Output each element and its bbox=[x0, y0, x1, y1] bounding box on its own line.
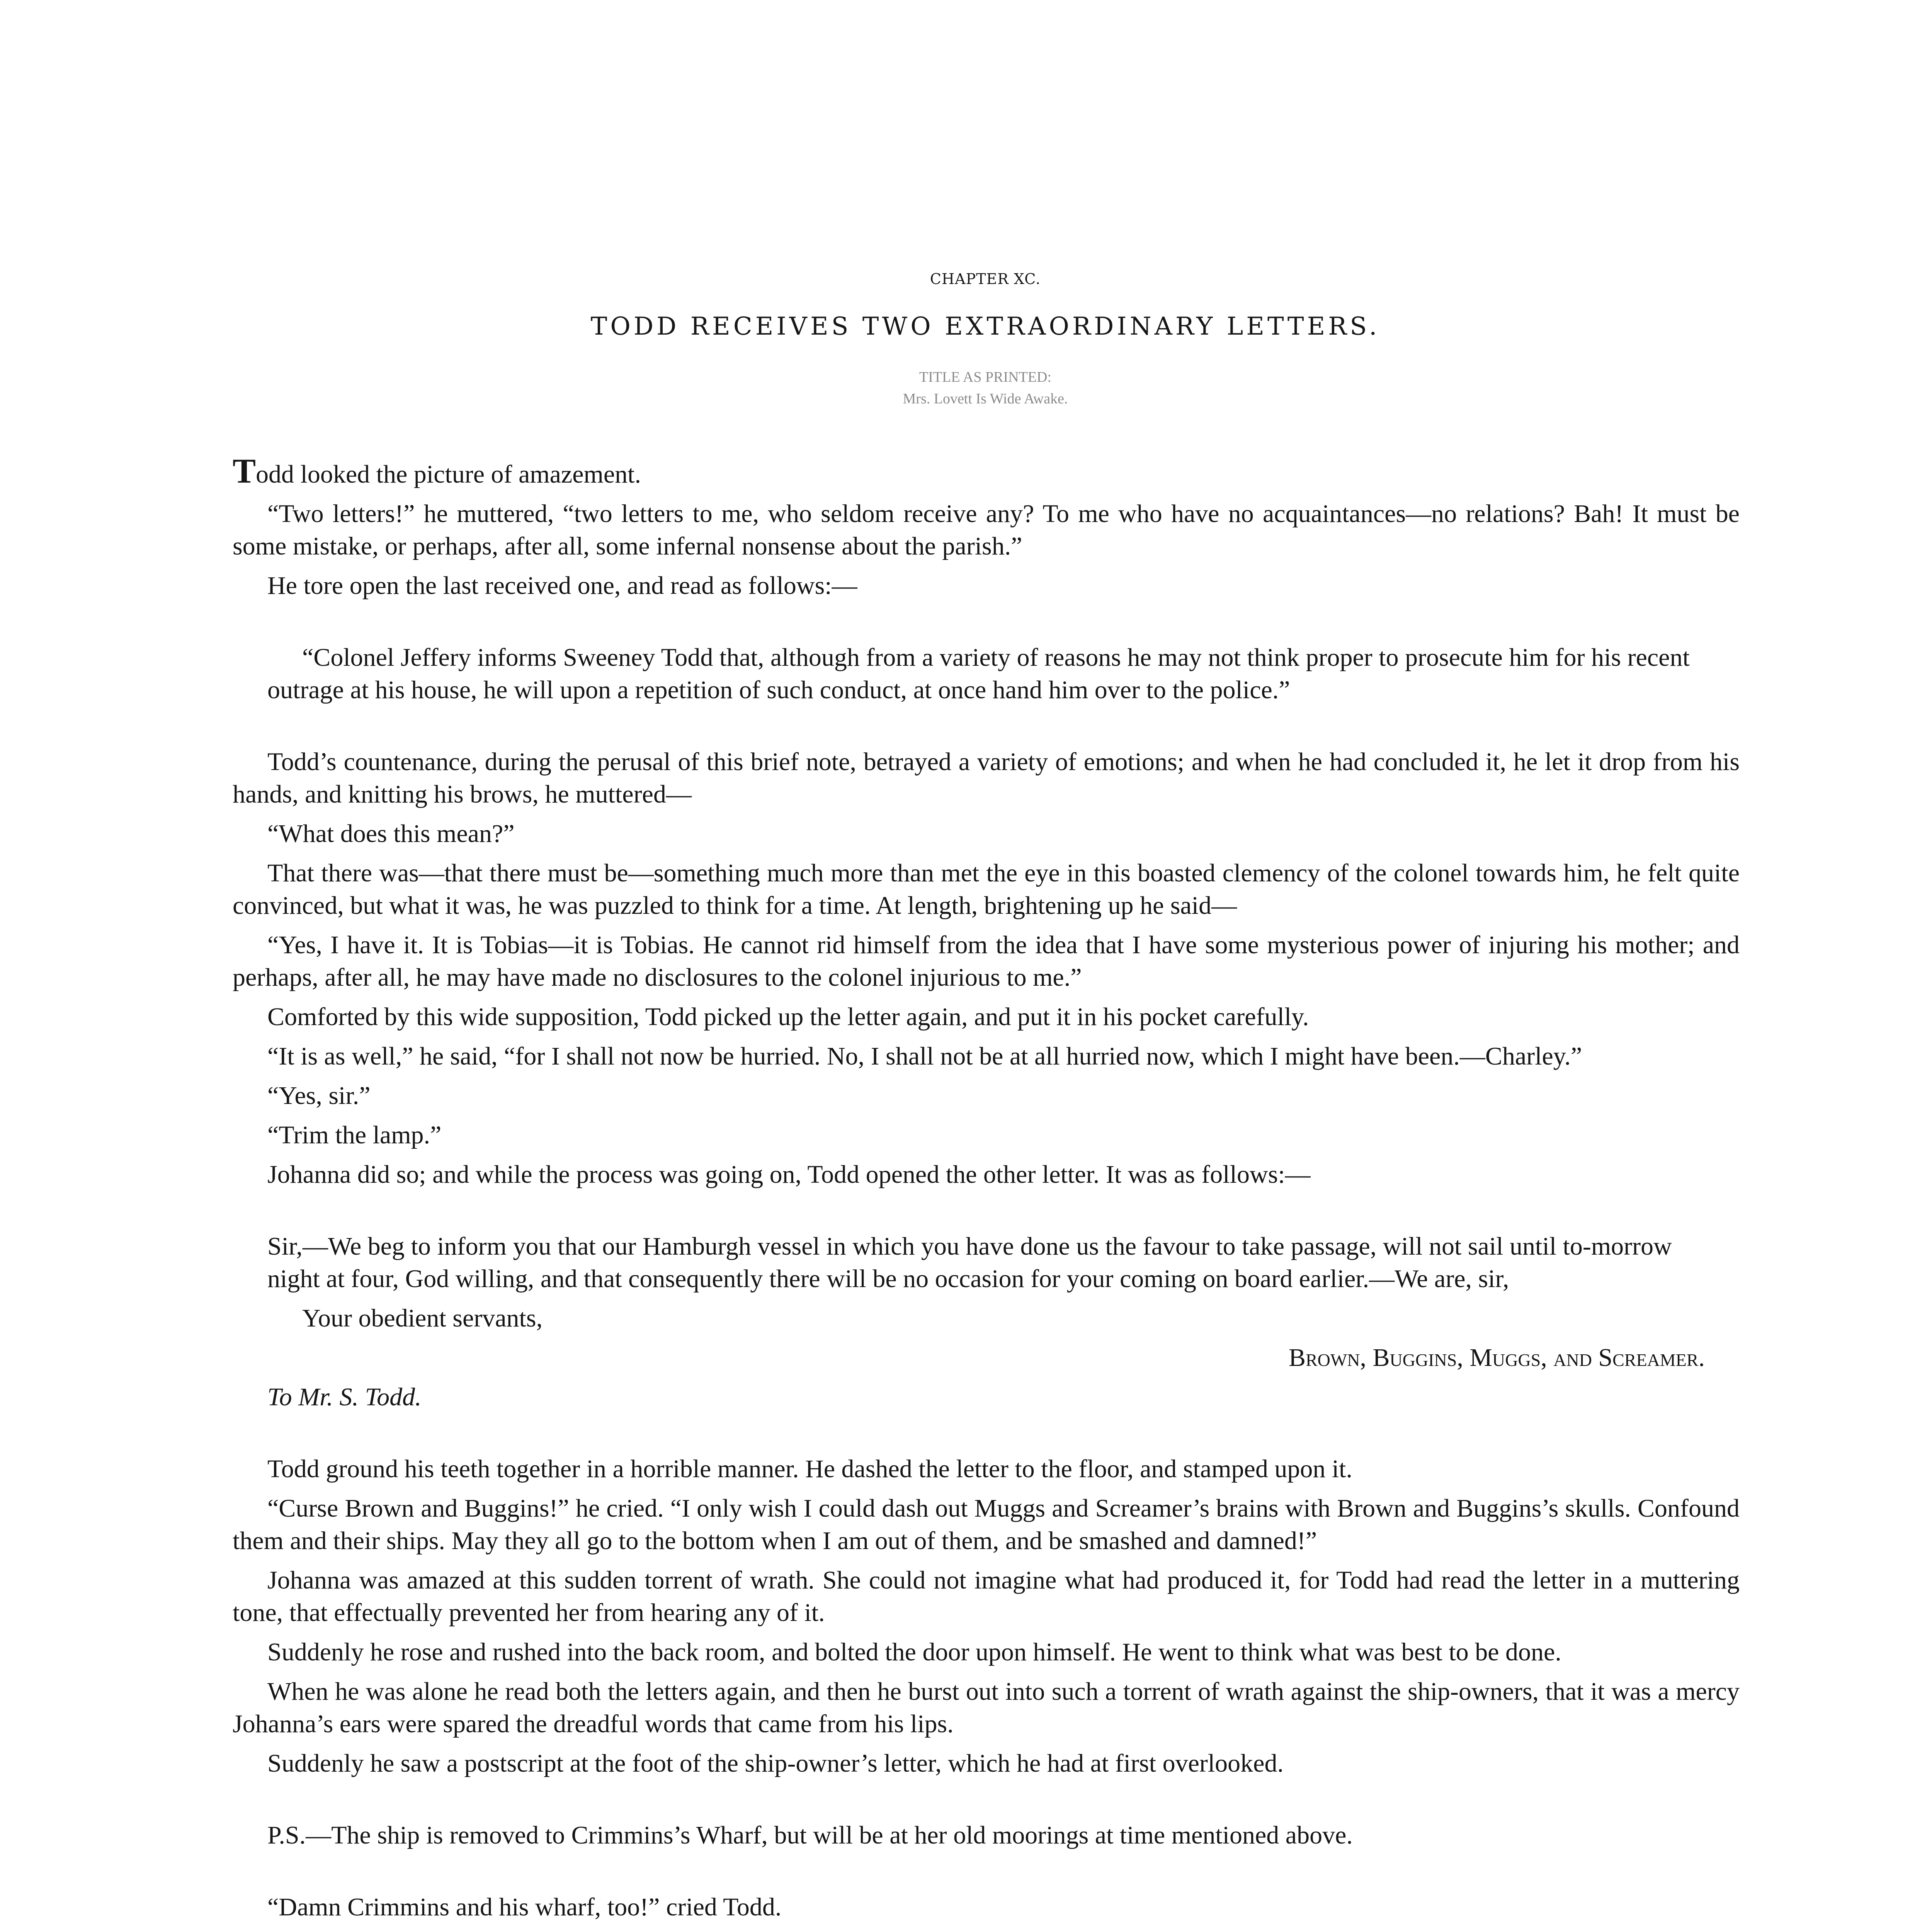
paragraph: That there was—that there must be—something much more than met the eye in this boasted clemency of the colonel towards him, he felt quite convinced, but what it was, he was puzzled to think for a time. At length, brightening up he said— bbox=[233, 859, 1740, 920]
paragraph: Johanna did so; and while the process was going on, Todd opened the other letter. It was as follows:— bbox=[267, 1160, 1311, 1189]
paragraph: “Yes, I have it. It is Tobias—it is Tobias. He cannot rid himself from the idea that I have some mysterious power of injuring his mother; and perhaps, after all, he may have made no disclosures to the colonel injurious to me.” bbox=[233, 931, 1740, 992]
alternate-title: Mrs. Lovett Is Wide Awake. bbox=[903, 391, 1068, 407]
paragraph: “Trim the lamp.” bbox=[267, 1121, 442, 1149]
spacer bbox=[233, 609, 1740, 641]
paragraph bbox=[233, 1930, 1740, 1932]
postscript-block bbox=[267, 1819, 1705, 1852]
alternate-title-note bbox=[0, 366, 1932, 410]
paragraph: He tore open the last received one, and read as follows:— bbox=[267, 571, 857, 600]
paragraph: Suddenly he saw a postscript at the foot of the ship-owner’s letter, which he had at first overlooked. bbox=[267, 1749, 1284, 1777]
spacer bbox=[233, 1420, 1740, 1453]
paragraph: “Two letters!” he muttered, “two letters to me, who seldom receive any? To me who have no acquaintances—no relations? Bah! It must be some mistake, or perhaps, after all, some infernal nonsense about the parish.” bbox=[233, 500, 1740, 560]
chapter-number: CHAPTER XC. bbox=[930, 270, 1041, 287]
paragraph: When he was alone he read both the letters again, and then he burst out into such a torrent of wrath against the ship-owners, that it was a mercy Johanna’s ears were spared the dreadful words that came from his lips. bbox=[233, 1677, 1740, 1738]
drop-cap: T bbox=[233, 452, 256, 490]
colonel-letter bbox=[267, 641, 1705, 706]
paragraph: Todd’s countenance, during the perusal of this brief note, betrayed a variety of emotions; and when he had concluded it, he let it drop from his hands, and knitting his brows, he muttered— bbox=[233, 748, 1740, 808]
paragraph: “What does this mean?” bbox=[267, 820, 515, 848]
colonel-letter-text: “Colonel Jeffery informs Sweeney Todd that, although from a variety of reasons he may not think proper to prosecute him for his recent outrage at his house, he will upon a repetition of such conduct, at once hand him over to the police.” bbox=[267, 643, 1690, 704]
shipowners-letter-body: Sir,—We beg to inform you that our Hamburgh vessel in which you have done us the favour to take passage, will not sail until to-morrow night at four, God willing, and that consequently there will be no occasion for your coming on board earlier.—We are, sir, bbox=[267, 1232, 1672, 1293]
opening-text: odd looked the picture of amazement. bbox=[256, 460, 641, 488]
chapter-title: TODD RECEIVES TWO EXTRAORDINARY LETTERS. bbox=[590, 312, 1380, 341]
paragraph: Comforted by this wide supposition, Todd picked up the letter again, and put it in his pocket carefully. bbox=[267, 1003, 1309, 1031]
opening-paragraph bbox=[233, 452, 1740, 491]
paragraph: “Yes, sir.” bbox=[267, 1082, 371, 1110]
spacer bbox=[233, 1787, 1740, 1819]
spacer bbox=[233, 1859, 1740, 1891]
paragraph: “Curse Brown and Buggins!” he cried. “I only wish I could dash out Muggs and Screamer’s brains with Brown and Buggins’s skulls. Confound them and their ships. May they all go to the bottom when I am out of them, and be smashed and damned!” bbox=[233, 1494, 1740, 1555]
chapter-body bbox=[233, 452, 1740, 1932]
letter-signature: Brown, Buggins, Muggs, and Screamer. bbox=[1288, 1344, 1705, 1372]
spacer bbox=[233, 713, 1740, 746]
paragraph: Suddenly he rose and rushed into the back room, and bolted the door upon himself. He went to think what was best to be done. bbox=[267, 1638, 1561, 1666]
paragraph: “It is as well,” he said, “for I shall not now be hurried. No, I shall not be at all hurried now, which I might have been.—Charley.” bbox=[267, 1042, 1582, 1070]
paragraph: “Damn Crimmins and his wharf, too!” cried Todd. bbox=[267, 1893, 782, 1921]
spacer bbox=[233, 1198, 1740, 1230]
postscript: P.S.—The ship is removed to Crimmins’s Wharf, but will be at her old moorings at time mentioned above. bbox=[267, 1821, 1353, 1849]
paragraph: Todd ground his teeth together in a horrible manner. He dashed the letter to the floor, and stamped upon it. bbox=[267, 1455, 1352, 1483]
letter-addressee: To Mr. S. Todd. bbox=[267, 1383, 422, 1411]
paragraph: Johanna was amazed at this sudden torrent of wrath. She could not imagine what had produced it, for Todd had read the letter in a muttering tone, that effectually prevented her from hearing any of it. bbox=[233, 1566, 1740, 1627]
letter-closing: Your obedient servants, bbox=[302, 1304, 543, 1332]
alternate-title-label: TITLE AS PRINTED: bbox=[919, 369, 1051, 385]
shipowners-letter bbox=[267, 1230, 1705, 1413]
